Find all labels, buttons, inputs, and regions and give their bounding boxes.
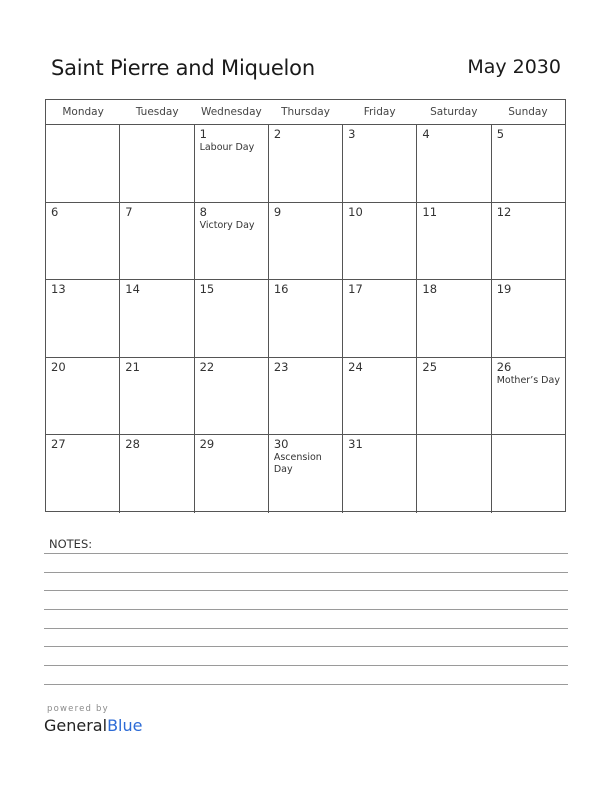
day-number: 12	[496, 204, 512, 219]
day-cell	[120, 280, 194, 357]
day-number: 7	[125, 204, 133, 219]
day-number: 8	[199, 204, 207, 219]
day-number: 27	[51, 437, 66, 452]
day-number: 26	[496, 359, 512, 374]
day-number: 4	[422, 127, 430, 141]
day-cell	[195, 435, 269, 513]
day-cell	[269, 435, 343, 513]
day-number: 5	[496, 127, 505, 141]
day-cell	[417, 358, 491, 435]
day-number: 1	[199, 127, 207, 141]
weekday-friday: Friday	[363, 106, 396, 118]
day-cell	[195, 203, 269, 280]
day-cell	[46, 435, 120, 513]
day-number: 11	[422, 204, 438, 219]
day-cell	[46, 358, 120, 435]
note-line	[44, 572, 568, 573]
day-cell	[492, 125, 565, 202]
day-cell	[492, 435, 565, 513]
day-number: 30	[273, 437, 289, 452]
day-number: 18	[422, 282, 438, 297]
week-row	[46, 203, 565, 281]
note-line	[44, 646, 568, 647]
month-label: May 2030	[467, 56, 561, 78]
day-number: 2	[273, 127, 282, 141]
note-line	[44, 665, 568, 666]
logo-general: General	[44, 716, 108, 735]
day-cell	[120, 358, 194, 435]
day-number: 6	[51, 204, 59, 219]
day-cell	[417, 203, 491, 280]
day-number: 9	[273, 204, 282, 219]
day-cell	[120, 125, 194, 202]
day-cell	[120, 435, 194, 513]
generalblue-logo	[44, 716, 142, 735]
day-number: 17	[348, 282, 363, 297]
day-cell	[343, 125, 417, 202]
holiday-label: Labour Day	[199, 142, 255, 153]
week-row	[46, 435, 565, 513]
day-number: 23	[273, 359, 289, 374]
day-number: 15	[199, 282, 215, 297]
day-cell	[269, 203, 343, 280]
note-line	[44, 553, 568, 554]
day-cell	[120, 203, 194, 280]
weekday-saturday: Saturday	[430, 106, 478, 118]
day-cell	[343, 280, 417, 357]
weeks-container	[46, 125, 565, 513]
day-number: 14	[125, 282, 140, 297]
weekday-header	[46, 100, 565, 125]
powered-by-label: powered by	[47, 704, 109, 714]
week-row	[46, 280, 565, 358]
weekday-tuesday: Tuesday	[135, 106, 179, 118]
day-cell	[343, 435, 417, 513]
day-number: 16	[273, 282, 289, 297]
day-cell	[492, 280, 565, 357]
day-cell	[492, 358, 565, 435]
day-number: 22	[199, 359, 215, 374]
day-number: 31	[348, 437, 363, 452]
note-line	[44, 684, 568, 685]
day-cell	[195, 280, 269, 357]
day-number: 10	[348, 204, 363, 219]
note-line	[44, 628, 568, 629]
holiday-label: Victory Day	[199, 219, 255, 231]
weekday-wednesday: Wednesday	[200, 106, 262, 118]
day-number: 25	[422, 359, 438, 374]
day-cell	[417, 435, 491, 513]
weekday-thursday: Thursday	[281, 106, 330, 118]
day-number: 13	[51, 282, 66, 297]
day-number: 19	[496, 282, 512, 297]
weekday-sunday: Sunday	[508, 106, 548, 118]
note-line	[44, 590, 568, 591]
holiday-label: Ascension Day	[273, 452, 322, 476]
day-cell	[195, 358, 269, 435]
day-cell	[269, 358, 343, 435]
day-number: 29	[199, 437, 215, 452]
week-row	[46, 358, 565, 436]
day-number: 28	[125, 437, 140, 452]
day-cell	[417, 280, 491, 357]
week-row	[46, 125, 565, 203]
notes-label: NOTES:	[49, 537, 93, 551]
day-cell	[46, 203, 120, 280]
note-line	[44, 609, 568, 610]
day-cell	[269, 280, 343, 357]
day-number: 3	[348, 127, 356, 141]
day-cell	[417, 125, 491, 202]
calendar-title: Saint Pierre and Miquelon	[51, 56, 315, 80]
calendar-grid	[45, 99, 566, 512]
holiday-label: Mother’s Day	[496, 374, 560, 386]
day-cell	[343, 358, 417, 435]
day-cell	[343, 203, 417, 280]
weekday-monday: Monday	[62, 106, 104, 118]
day-cell	[492, 203, 565, 280]
day-number: 24	[348, 359, 363, 374]
day-cell	[46, 280, 120, 357]
day-cell	[269, 125, 343, 202]
day-cell	[195, 125, 269, 202]
logo-blue: Blue	[107, 716, 143, 735]
day-cell	[46, 125, 120, 202]
day-number: 20	[51, 359, 66, 374]
day-number: 21	[125, 359, 140, 374]
